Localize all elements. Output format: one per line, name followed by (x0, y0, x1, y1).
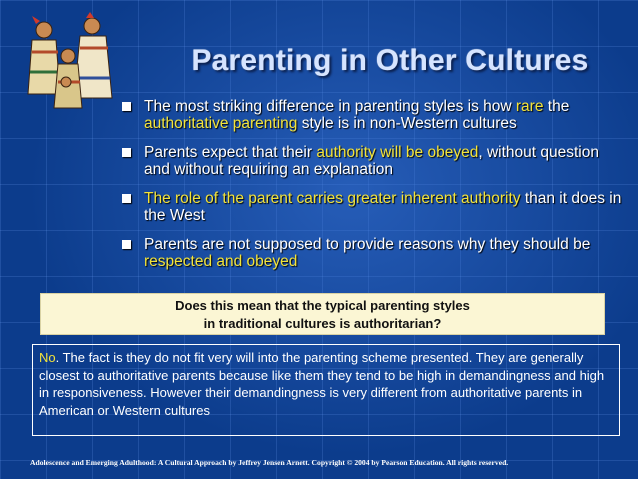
family-illustration-svg (22, 12, 118, 112)
bullet-highlight: rare (515, 98, 544, 115)
bullet-item (120, 190, 625, 224)
bullet-list (120, 98, 625, 282)
answer-body: . The fact is they do not fit very will into the parenting scheme presented. They are generally closest to authoritative parents because like them they tend to be high in demandingness and high in responsiveness. However their demandingness is very different from authoritative parents in American or Western cultures (39, 350, 605, 418)
bullet-text: Parents expect that their (144, 144, 317, 161)
bullet-square-icon (122, 148, 131, 157)
bullet-item (120, 236, 625, 270)
slide-title: Parenting in Other Cultures (191, 44, 589, 77)
bullet-highlight: The role of the parent carries greater inherent authority (144, 190, 521, 207)
question-line: Does this mean that the typical parenting styles (175, 298, 470, 313)
answer-box (32, 344, 620, 436)
bullet-item (120, 98, 625, 132)
bullet-text: The most striking difference in parenting styles is how (144, 98, 516, 115)
bullet-highlight: authority will be obeyed (316, 144, 479, 161)
family-illustration-icon (22, 12, 118, 112)
bullet-text: than it does in the West (144, 190, 622, 224)
answer-lead: No (39, 350, 56, 365)
copyright-footer: Adolescence and Emerging Adulthood: A Cultural Approach by Jeffrey Jensen Arnett. Copyright © 2004 by Pearson Education. All rights reserved. (30, 458, 509, 467)
bullet-highlight: respected and obeyed (144, 253, 298, 270)
bullet-square-icon (122, 102, 131, 111)
question-box (40, 293, 605, 335)
bullet-text: , without question and without requiring an explanation (144, 144, 599, 178)
bullet-item (120, 144, 625, 178)
bullet-highlight: authoritative parenting (144, 115, 298, 132)
bullet-text: the (543, 98, 570, 115)
bullet-square-icon (122, 194, 131, 203)
bullet-text: style is in non-Western cultures (297, 115, 517, 132)
bullet-text: Parents are not supposed to provide reasons why they should be (144, 236, 591, 253)
question-line: in traditional cultures is authoritarian? (203, 316, 442, 331)
bullet-square-icon (122, 240, 131, 249)
